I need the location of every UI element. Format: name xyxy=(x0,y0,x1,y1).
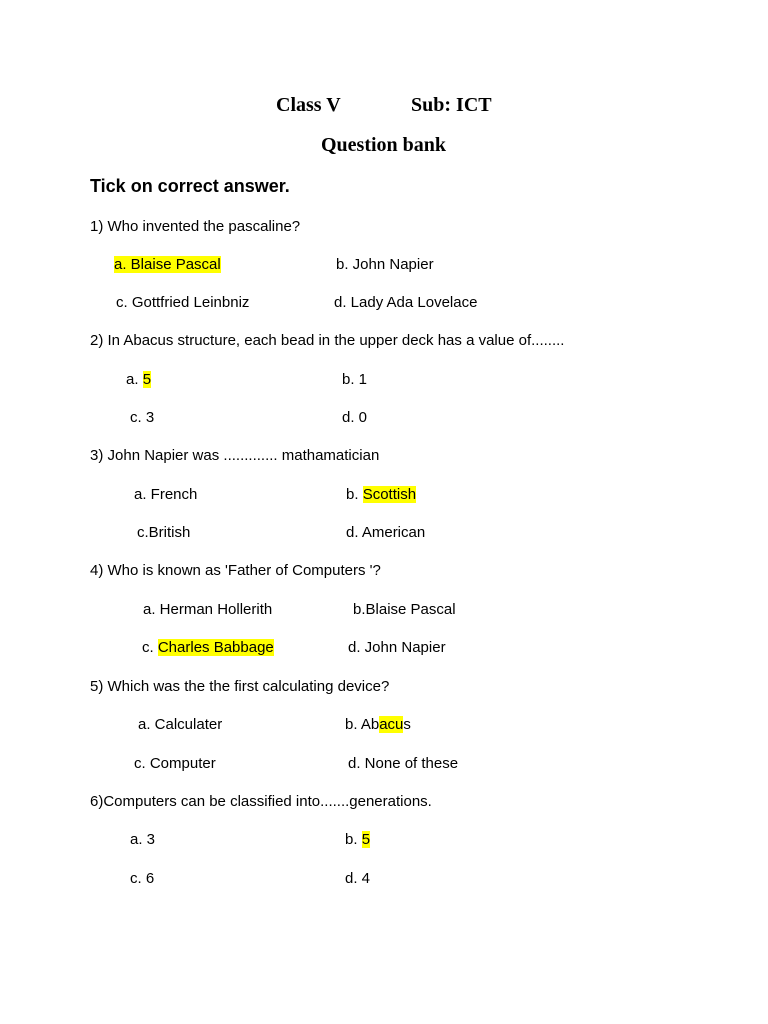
subject-label: Sub: ICT xyxy=(411,94,492,116)
question-5-option-d[interactable]: d. None of these xyxy=(348,755,459,772)
question-5-option-b[interactable]: b. Abacus xyxy=(345,716,411,733)
question-2-option-a[interactable]: a. 5 xyxy=(126,371,152,388)
question-6-option-c[interactable]: c. 6 xyxy=(130,870,155,887)
answer-highlight: 5 xyxy=(361,831,371,848)
question-4-option-d[interactable]: d. John Napier xyxy=(348,639,446,656)
question-4-option-a[interactable]: a. Herman Hollerith xyxy=(143,601,273,618)
question-3-option-c[interactable]: c.British xyxy=(137,524,191,541)
question-1-option-c[interactable]: c. Gottfried Leinbniz xyxy=(116,294,250,311)
question-2-option-d[interactable]: d. 0 xyxy=(342,409,368,426)
question-4-option-b[interactable]: b.Blaise Pascal xyxy=(353,601,456,618)
question-4-option-c[interactable]: c. Charles Babbage xyxy=(142,639,274,656)
answer-highlight: Charles Babbage xyxy=(157,639,274,656)
question-3-option-d[interactable]: d. American xyxy=(346,524,426,541)
answer-highlight: Scottish xyxy=(362,486,417,503)
question-4-text: 4) Who is known as 'Father of Computers '? xyxy=(90,562,381,579)
question-6-option-a[interactable]: a. 3 xyxy=(130,831,156,848)
question-6-text: 6)Computers can be classified into.......generations. xyxy=(90,793,432,810)
instruction-text: Tick on correct answer. xyxy=(90,176,290,196)
question-3-option-b[interactable]: b. Scottish xyxy=(346,486,417,503)
question-6-option-d[interactable]: d. 4 xyxy=(345,870,371,887)
answer-highlight: 5 xyxy=(142,371,152,388)
question-1-text: 1) Who invented the pascaline? xyxy=(90,218,301,235)
question-6-option-b[interactable]: b. 5 xyxy=(345,831,371,848)
page-title: Question bank xyxy=(321,134,447,156)
question-2-text: 2) In Abacus structure, each bead in the upper deck has a value of........ xyxy=(90,332,565,349)
question-1-option-a[interactable] xyxy=(114,255,221,275)
question-2-option-b[interactable]: b. 1 xyxy=(342,371,368,388)
question-2-option-c[interactable]: c. 3 xyxy=(130,409,155,426)
question-3-text: 3) John Napier was ............. mathamatician xyxy=(90,447,380,464)
answer-highlight: a. Blaise Pascal xyxy=(114,256,221,273)
question-5-text: 5) Which was the the first calculating device? xyxy=(90,678,390,695)
question-1-option-d[interactable]: d. Lady Ada Lovelace xyxy=(334,294,478,311)
question-1-option-b[interactable]: b. John Napier xyxy=(336,256,434,273)
question-5-option-a[interactable]: a. Calculater xyxy=(138,716,223,733)
class-label: Class V xyxy=(276,94,341,116)
question-5-option-c[interactable]: c. Computer xyxy=(134,755,216,772)
answer-highlight: acu xyxy=(379,716,404,733)
question-3-option-a[interactable]: a. French xyxy=(134,486,198,503)
